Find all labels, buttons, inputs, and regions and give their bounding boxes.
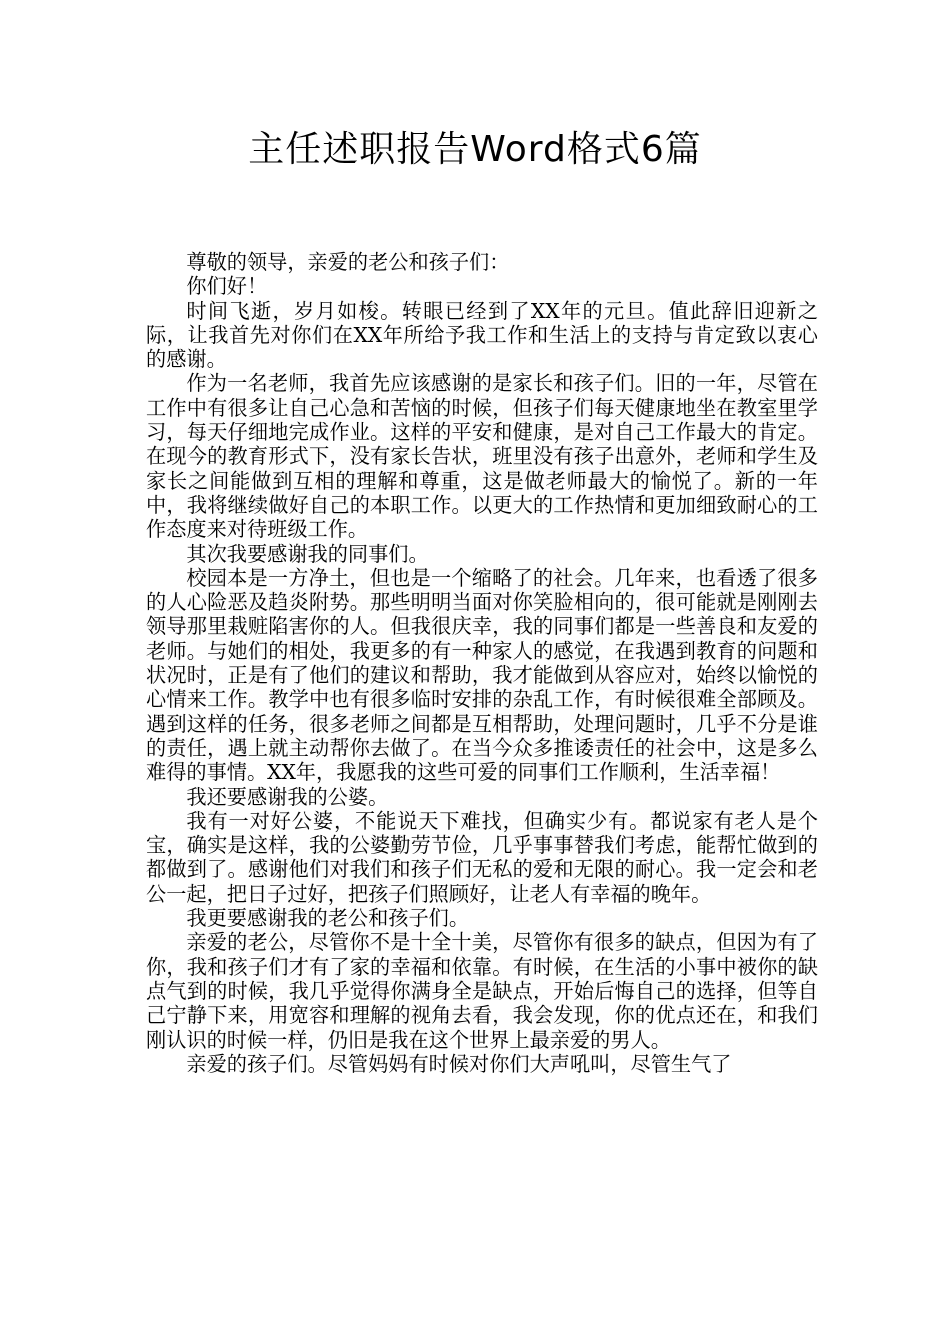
paragraph-new-year: 时间飞逝，岁月如梭。转眼已经到了XX年的元旦。值此辞旧迎新之际，让我首先对你们在XX年所给予我工作和生活上的支持与肯定致以衷心的感谢。 [146,298,818,372]
paragraph-children: 亲爱的孩子们。尽管妈妈有时候对你们大声吼叫，尽管生气了 [186,1051,732,1076]
paragraph-husband: 亲爱的老公，尽管你不是十全十美，尽管你有很多的缺点，但因为有了你，我和孩子们才有了家的幸福和依靠。有时候，在生活的小事中被你的缺点气到的时候，我几乎觉得你满身全是缺点，开始后悔自己的选择，但等自己宁静下来，用宽容和理解的视角去看，我会发现，你的优点还在，和我们刚认识的时候一样，仍旧是我在这个世界上最亲爱的男人。 [146,930,818,1052]
heading-in-laws: 我还要感谢我的公婆。 [186,784,389,809]
salutation: 尊敬的领导，亲爱的老公和孩子们： [186,250,510,274]
document-body [146,250,818,1076]
heading-colleagues: 其次我要感谢我的同事们。 [186,541,429,566]
paragraph-in-laws: 我有一对好公婆，不能说天下难找，但确实少有。都说家有老人是个宝，确实是这样，我的公婆勤劳节俭，几乎事事替我们考虑，能帮忙做到的都做到了。感谢他们对我们和孩子们无私的爱和无限的耐心。我一定会和老公一起，把日子过好，把孩子们照顾好，让老人有幸福的晚年。 [146,808,818,906]
paragraph-colleagues: 校园本是一方净土，但也是一个缩略了的社会。几年来，也看透了很多的人心险恶及趋炎附势。那些明明当面对你笑脸相向的，很可能就是刚刚去领导那里栽赃陷害你的人。但我很庆幸，我的同事们都是一些善良和友爱的老师。与她们的相处，我更多的有一种家人的感觉，在我遇到教育的问题和状况时，正是有了他们的建议和帮助，我才能做到从容应对，始终以愉悦的心情来工作。教学中也有很多临时安排的杂乱工作，有时候很难全部顾及。遇到这样的任务，很多老师之间都是互相帮助，处理问题时，几乎不分是谁的责任，遇上就主动帮你去做了。在当今众多推诿责任的社会中，这是多么难得的事情。XX年，我愿我的这些可爱的同事们工作顺利，生活幸福！ [146,565,818,785]
document-title: 主任述职报告Word格式6篇 [248,129,702,170]
greeting: 你们好！ [186,274,268,299]
heading-husband-children: 我更要感谢我的老公和孩子们。 [186,906,470,931]
paragraph-parents-children: 作为一名老师，我首先应该感谢的是家长和孩子们。旧的一年，尽管在工作中有很多让自己心急和苦恼的时候，但孩子们每天健康地坐在教室里学习，每天仔细地完成作业。这样的平安和健康，是对自己工作最大的肯定。在现今的教育形式下，没有家长告状，班里没有孩子出意外，老师和学生及家长之间能做到互相的理解和尊重，这是做老师最大的愉悦了。新的一年中，我将继续做好自己的本职工作。以更大的工作热情和更加细致耐心的工作态度来对待班级工作。 [146,371,818,542]
